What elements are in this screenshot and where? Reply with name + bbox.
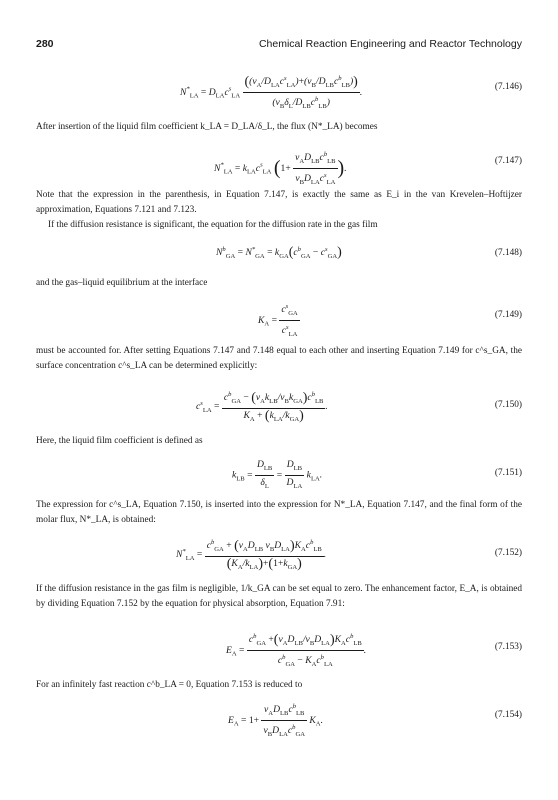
equation-7-154-body: $E_A = 1+$ $\frac{\nu_AD_{LB}c^b_{LB}}{\nu_BD_{LA}c^b_{GA}}$ $K_A$. [228, 700, 323, 741]
equation-7-153 [36, 628, 522, 672]
running-title: Chemical Reaction Engineering and Reactor Technology [258, 38, 522, 50]
paragraph-8: If the diffusion resistance in the gas film is negligible, 1/k_GA can be set equal to zero. The enhancement factor, E_A, is obtained by dividing Equation 7.152 by the equation for physical absorption, Equation 7.91: [36, 584, 522, 609]
equation-7-149 [36, 298, 522, 338]
equation-number-7-147: (7.147) [494, 156, 522, 166]
equation-7-147 [36, 144, 522, 187]
equation-number-7-148: (7.148) [494, 248, 522, 258]
equation-7-149-body: $K_A$ = $\frac{c^s_{GA}}{c^s_{LA}}$ [258, 300, 300, 341]
equation-7-151 [36, 456, 522, 496]
equation-7-154 [36, 698, 522, 738]
paragraph-7: The expression for c^s_LA, Equation 7.150, is inserted into the expression for N*_LA, Equation 7.147, and the final form of the molar flux, N*_LA, is obtained: [36, 500, 522, 525]
equation-number-7-150: (7.150) [494, 400, 522, 410]
equation-7-150-body: $c^s_{LA}$ = $\frac{c^b_{GA} - (\nu_Ak_{LB}/\nu_Bk_{GA})c^b_{LB}}{K_A + (k_{LA}/k_{GA})}$ . [196, 388, 328, 426]
page-number: 280 [36, 38, 54, 50]
running-header [36, 38, 522, 56]
equation-number-7-149: (7.149) [494, 310, 522, 320]
equation-number-7-151: (7.151) [494, 468, 522, 478]
equation-number-7-146: (7.146) [494, 82, 522, 92]
paragraph-6: Here, the liquid film coefficient is defined as [36, 436, 203, 446]
paragraph-3: If the diffusion resistance is significant, the equation for the diffusion rate in the gas film [48, 220, 378, 230]
equation-7-146-body: $N^*_{LA} = D_{LA}c^s_{LA}$ $\frac{((\nu_A/D_{LA}c^s_{LA})+(\nu_B/D_{LB}c^b_{LB}))}{(\nu_B\delta_L/D_{LB}c^b_{LB})}$ . [180, 72, 362, 113]
equation-7-148 [36, 240, 522, 270]
equation-7-146 [36, 66, 522, 114]
equation-7-151-body: $k_{LB}$ = $\frac{D_{LB}}{\delta_L}$ = $\frac{D_{LB}}{D_{LA}}$ $k_{LA}$. [232, 459, 323, 490]
paragraph-1: After insertion of the liquid film coefficient k_LA = D_LA/δ_L, the flux (N*_LA) becomes [36, 122, 378, 132]
equation-number-7-153: (7.153) [494, 642, 522, 652]
paragraph-9: For an infinitely fast reaction c^b_LA = 0, Equation 7.153 is reduced to [36, 680, 303, 690]
equation-number-7-152: (7.152) [494, 548, 522, 558]
equation-7-148-body: $N^b_{GA} = N^*_{GA} = k_{GA}(c^b_{GA} - c^s_{GA})$ [216, 245, 342, 261]
equation-7-153-body: $E_A$ = $\frac{c^b_{GA} +(\nu_AD_{LB}/\nu_BD_{LA})K_Ac^b_{LB}}{c^b_{GA} - K_Ac^b_{LA}}$ . [226, 630, 366, 671]
paragraph-2: Note that the expression in the parenthesis, in Equation 7.147, is exactly the same as E_i in the van Krevelen–Hoftijzer approximation, Equations 7.121 and 7.123. [36, 190, 522, 215]
paragraph-5: must be accounted for. After setting Equations 7.147 and 7.148 equal to each other and inserting Equation 7.149 for c^s_GA, the surface concentration c^s_LA can be determined explicitly: [36, 346, 522, 371]
equation-7-152 [36, 534, 522, 578]
equation-7-150 [36, 386, 522, 430]
paragraph-4: and the gas–liquid equilibrium at the interface [36, 278, 208, 288]
equation-7-152-body: $N^*_{LA}$ = $\frac{c^b_{GA} + (\nu_AD_{LB} \nu_BD_{LA})K_Ac^b_{LB}}{(K_A/k_{LA})+(1+k_{GA})}$ . [176, 536, 326, 574]
equation-7-147-body: $N^*_{LA} = k_{LA}c^s_{LA}$ (1+ $\frac{\nu_AD_{LB}c^b_{LB}}{\nu_BD_{LA}c^s_{LA}}$ ). [214, 148, 347, 189]
equation-number-7-154: (7.154) [494, 710, 522, 720]
